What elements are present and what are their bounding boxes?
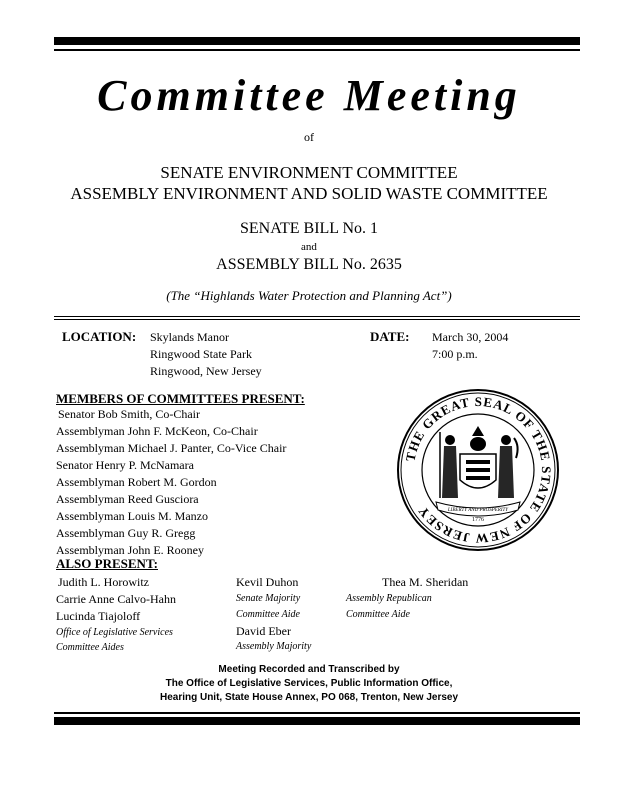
date-line: March 30, 2004 (432, 330, 509, 344)
member-item: Assemblyman John F. McKeon, Co-Chair (56, 424, 258, 438)
also-role: Assembly Majority (236, 641, 312, 652)
also-col-2 (236, 574, 311, 654)
also-role: Office of Legislative Services (56, 627, 173, 638)
member-item: Assemblyman Reed Gusciora (56, 492, 199, 506)
location-line: Ringwood State Park (150, 347, 252, 361)
also-role: Assembly Republican (346, 593, 432, 604)
also-col-1b (56, 591, 176, 655)
location-label: LOCATION: (62, 329, 137, 344)
senate-bill: SENATE BILL No. 1 (239, 220, 379, 237)
top-thick-rule (54, 37, 580, 45)
seal-banner-text: LIBERTY AND PROSPERITY (447, 508, 509, 513)
location-block (150, 329, 262, 380)
member-item: Assemblyman Louis M. Manzo (56, 509, 208, 523)
date-label: DATE: (370, 329, 410, 344)
also-role: Committee Aide (236, 609, 300, 620)
date-line: 7:00 p.m. (432, 347, 478, 361)
also-name: Thea M. Sheridan (382, 575, 469, 589)
footer-line-3: Hearing Unit, State House Annex, PO 068, Trenton, New Jersey (159, 692, 459, 703)
also-name: Carrie Anne Calvo-Hahn (56, 592, 176, 606)
seal-year: 1776 (472, 517, 484, 523)
location-line: Skylands Manor (150, 330, 229, 344)
also-present-heading: ALSO PRESENT: (56, 556, 158, 571)
also-col-1 (58, 574, 149, 591)
also-name: Judith L. Horowitz (58, 575, 149, 589)
divider-rule-top (54, 316, 580, 317)
also-name: Lucinda Tiajoloff (56, 609, 141, 623)
also-name: Kevil Duhon (236, 575, 299, 589)
assembly-bill: ASSEMBLY BILL No. 2635 (216, 256, 402, 273)
member-item: Assemblyman Guy R. Gregg (56, 526, 196, 540)
also-col-3 (346, 574, 468, 623)
state-seal-icon (396, 388, 560, 552)
members-heading: MEMBERS OF COMMITTEES PRESENT: (56, 391, 305, 406)
also-role: Senate Majority (236, 593, 301, 604)
also-role: Committee Aide (346, 609, 410, 620)
bottom-thin-rule (54, 712, 580, 714)
footer-line-1: Meeting Recorded and Transcribed by (218, 664, 400, 675)
member-item: Senator Henry P. McNamara (56, 458, 194, 472)
page-title: Committee Meeting (97, 71, 521, 120)
member-item: Assemblyman Robert M. Gordon (56, 475, 217, 489)
member-item: Assemblyman John E. Rooney (56, 543, 204, 557)
committee-senate: SENATE ENVIRONMENT COMMITTEE (160, 163, 458, 182)
top-thin-rule (54, 49, 580, 51)
of-label: of (304, 130, 314, 144)
member-item: Assemblyman Michael J. Panter, Co-Vice Chair (56, 441, 287, 455)
bottom-thick-rule (54, 717, 580, 725)
divider-rule-bottom (54, 319, 580, 320)
also-name: David Eber (236, 624, 291, 638)
location-line: Ringwood, New Jersey (150, 364, 262, 378)
act-name: (The “Highlands Water Protection and Planning Act”) (166, 288, 452, 303)
also-role: Committee Aides (56, 642, 124, 653)
committee-assembly: ASSEMBLY ENVIRONMENT AND SOLID WASTE COMMITTEE (70, 184, 548, 203)
and-label: and (301, 241, 317, 253)
seal-ring-text: THE GREAT SEAL OF THE STATE OF NEW JERSEY (402, 393, 555, 547)
member-item: Senator Bob Smith, Co-Chair (58, 407, 200, 421)
footer-line-2: The Office of Legislative Services, Public Information Office, (165, 678, 453, 689)
date-block (432, 329, 508, 363)
